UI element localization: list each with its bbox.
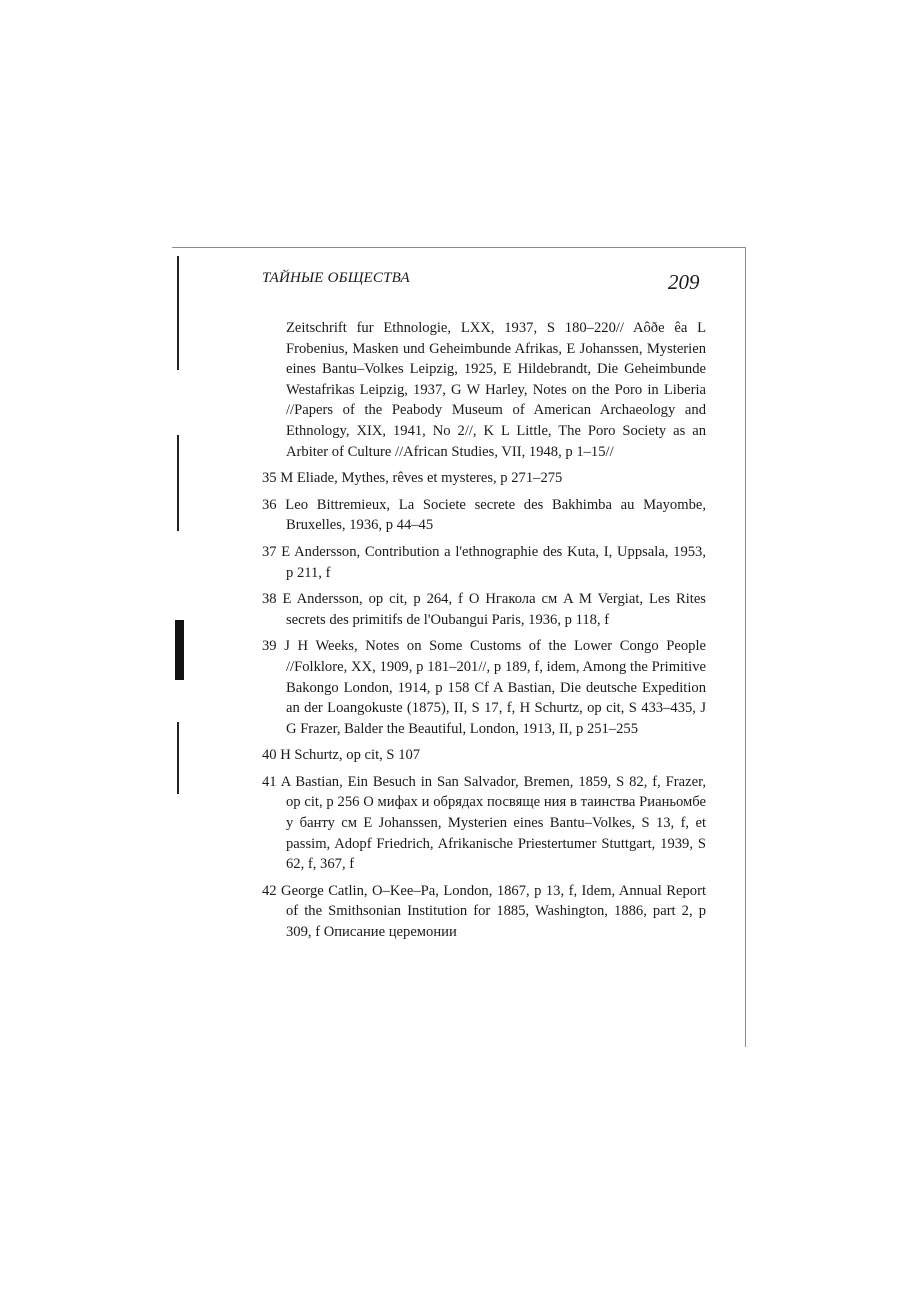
note-42: 42 George Catlin, O–Kee–Pa, London, 1867, p 13, f, Idem, Annual Report of the Smithsonian Institution for 1885, Washington, 1886, part 2, p 309, f Описание церемонии: [262, 882, 706, 941]
notes-list: [262, 318, 706, 949]
page-right-rule: [745, 247, 746, 1047]
note-41: 41 A Bastian, Ein Besuch in San Salvador, Bremen, 1859, S 82, f, Frazer, op cit, p 256 О мифах и обрядах посвяще ния в таинства Рианьомбе у банту см E Johanssen, Mysterien eines Bantu–Volkes, S 13, f, et passim, Adopf Friedrich, Afrikanische Priestertumer Stuttgart, 1939, S 62, f, 367, f: [262, 773, 706, 873]
page-number: 209: [668, 270, 700, 294]
note-37: 37 E Andersson, Contribution a l'ethnographie des Kuta, I, Uppsala, 1953, p 211, f: [262, 543, 706, 581]
margin-mark: [177, 435, 179, 531]
margin-mark: [177, 256, 179, 370]
margin-mark-dark: [175, 620, 184, 680]
note-40: 40 H Schurtz, op cit, S 107: [262, 747, 421, 764]
note-36: 36 Leo Bittremieux, La Societe secrete des Bakhimba au Mayombe, Bruxelles, 1936, p 44–45: [262, 496, 706, 534]
running-head: ТАЙНЫЕ ОБЩЕСТВА: [262, 270, 410, 286]
page-top-rule: [172, 247, 746, 248]
note-continuation: Zeitschrift fur Ethnologie, LXX, 1937, S 180–220// Aôðe êa L Frobenius, Masken und Geheimbunde Afrikas, E Johanssen, Mysterien eines Bantu–Volkes Leipzig, 1925, E Hildebrandt, Die Geheimbunde Westafrikas Leipzig, 1937, G W Harley, Notes on the Poro in Liberia //Papers of the Peabody Museum of American Archaeology and Ethnology, XIX, 1941, No 2//, K L Little, The Poro Society as an Arbiter of Culture //African Studies, VII, 1948, p 1–15//: [286, 320, 706, 460]
note-35: 35 M Eliade, Mythes, rêves et mysteres, p 271–275: [262, 470, 563, 487]
note-39: 39 J H Weeks, Notes on Some Customs of the Lower Congo People //Folklore, XX, 1909, p 181–201//, p 189, f, idem, Among the Primitive Bakongo London, 1914, p 158 Cf A Bastian, Die deutsche Expedition an der Loangokuste (1875), II, S 17, f, H Schurtz, op cit, S 433–435, J G Frazer, Balder the Beautiful, London, 1913, II, p 251–255: [262, 638, 706, 737]
note-38: 38 E Andersson, op cit, p 264, f О Нгакола см A M Vergiat, Les Rites secrets des primitifs de l'Oubangui Paris, 1936, p 118, f: [262, 591, 706, 628]
margin-mark: [177, 722, 179, 794]
